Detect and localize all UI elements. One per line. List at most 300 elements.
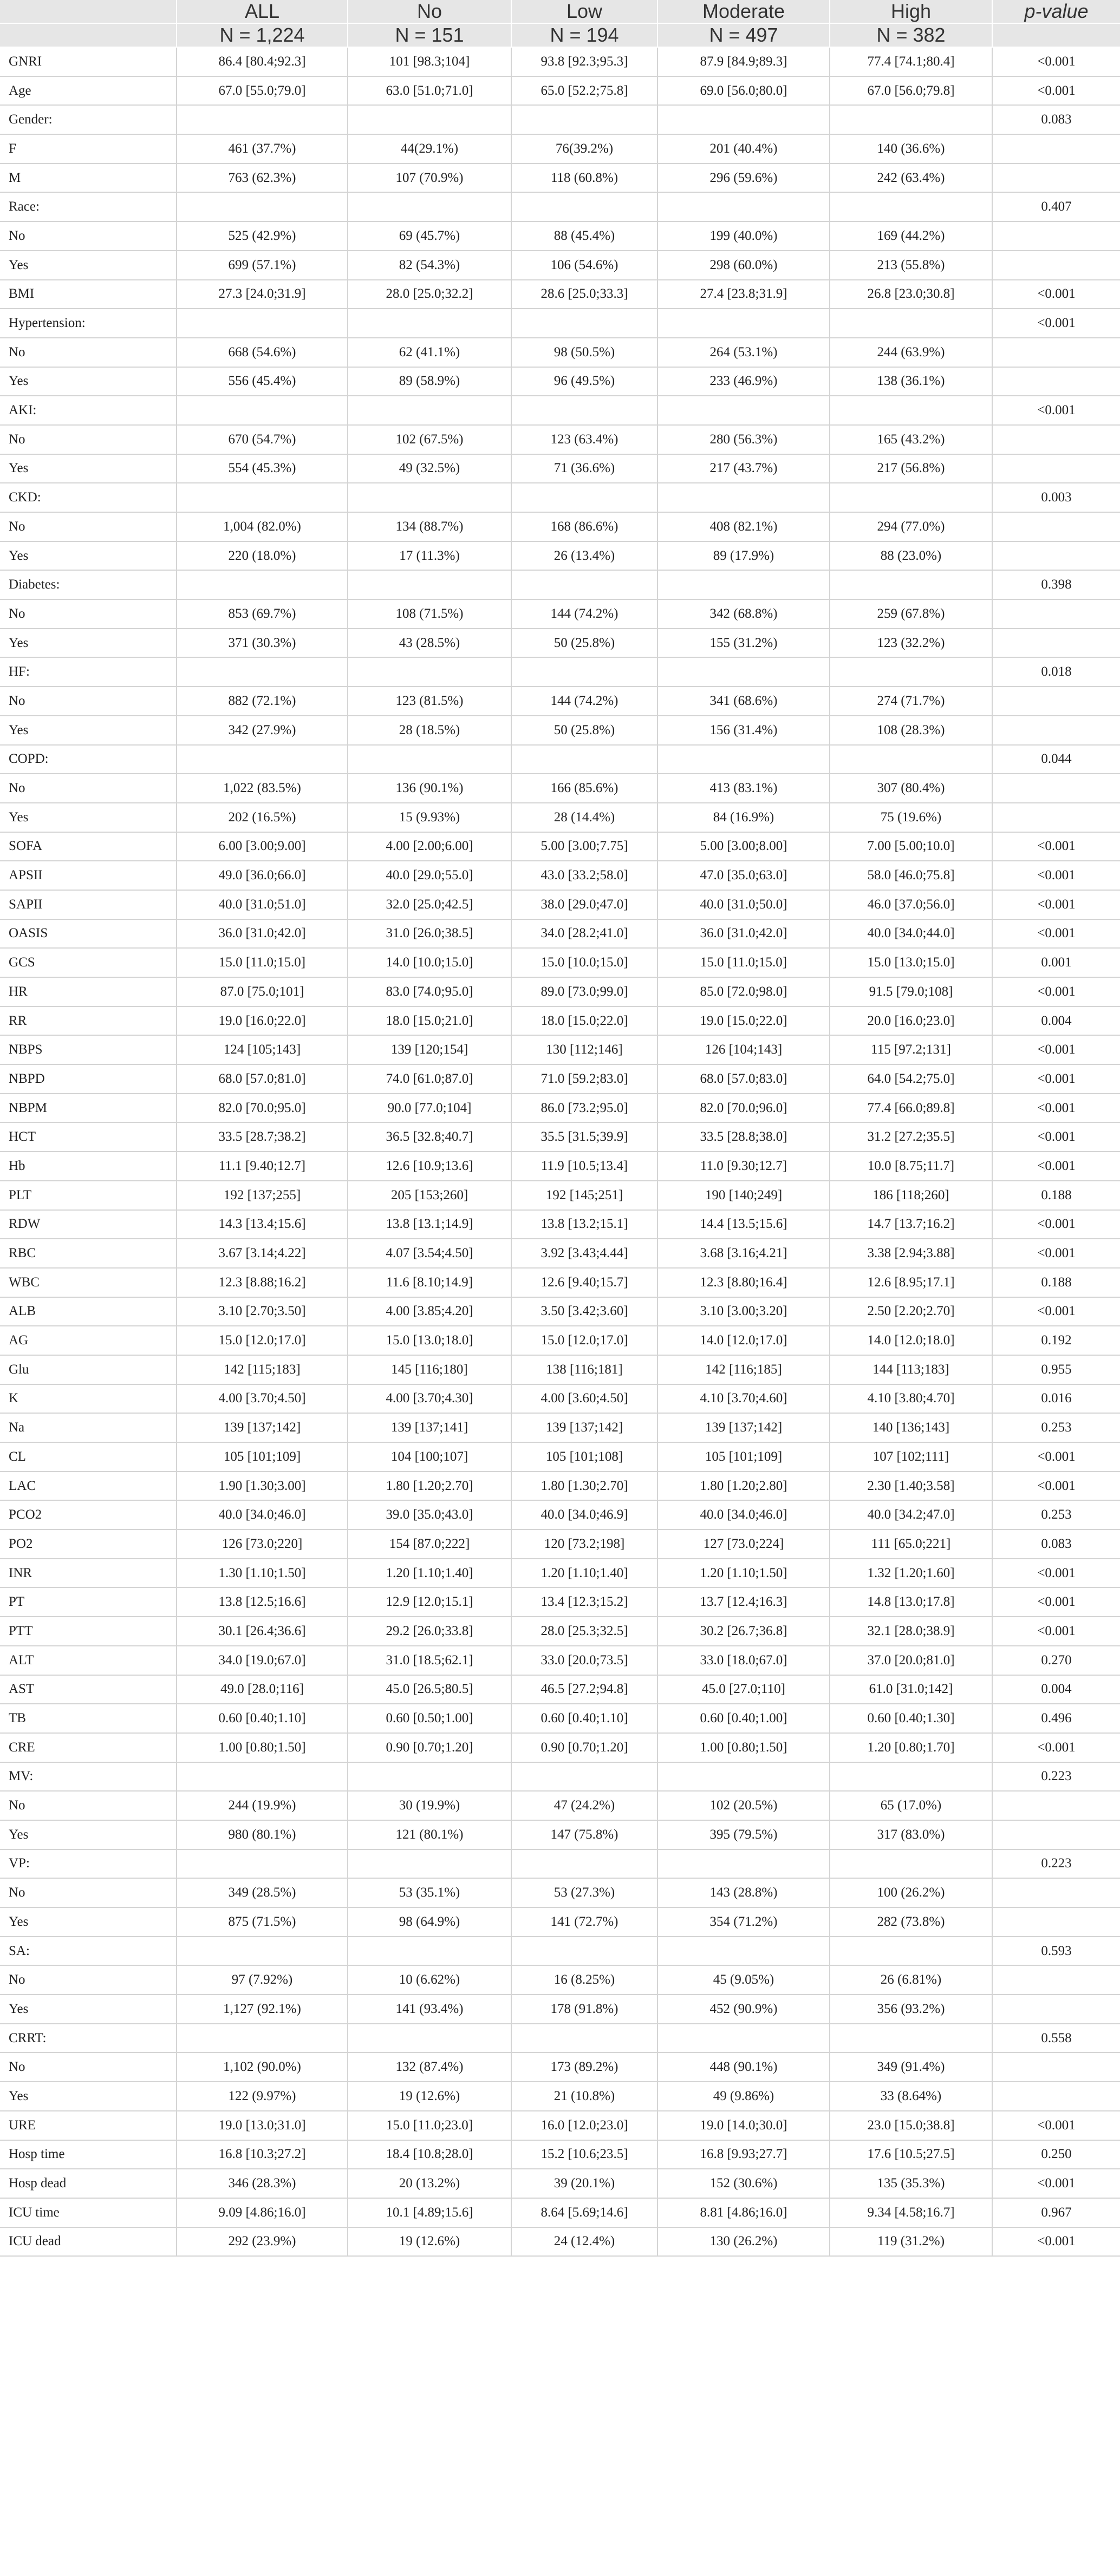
no-cell: 98 (64.9%): [348, 1907, 511, 1937]
p-value-cell: <0.001: [992, 1094, 1120, 1123]
all-cell: 1,022 (83.5%): [177, 774, 348, 803]
moderate-cell: 354 (71.2%): [657, 1907, 830, 1937]
variable-cell: RDW: [0, 1210, 177, 1239]
moderate-cell: [657, 570, 830, 599]
all-cell: 126 [73.0;220]: [177, 1529, 348, 1559]
moderate-cell: 342 (68.8%): [657, 599, 830, 629]
all-cell: [177, 1762, 348, 1792]
table-row: [0, 1094, 1120, 1123]
all-cell: 68.0 [57.0;81.0]: [177, 1064, 348, 1094]
no-cell: [348, 105, 511, 134]
low-cell: 34.0 [28.2;41.0]: [511, 919, 657, 949]
no-cell: 31.0 [26.0;38.5]: [348, 919, 511, 949]
p-value-label: p-value: [1024, 0, 1089, 22]
low-cell: [511, 1762, 657, 1792]
p-value-cell: <0.001: [992, 1035, 1120, 1064]
all-cell: 980 (80.1%): [177, 1820, 348, 1849]
table-row: [0, 1152, 1120, 1181]
low-cell: [511, 396, 657, 425]
variable-cell: M: [0, 164, 177, 193]
no-cell: 132 (87.4%): [348, 2052, 511, 2082]
no-cell: 154 [87.0;222]: [348, 1529, 511, 1559]
low-cell: 89.0 [73.0;99.0]: [511, 977, 657, 1006]
header-p-value: [992, 0, 1120, 23]
low-cell: [511, 2024, 657, 2053]
low-cell: 46.5 [27.2;94.8]: [511, 1675, 657, 1704]
no-cell: [348, 745, 511, 774]
moderate-cell: 296 (59.6%): [657, 164, 830, 193]
moderate-cell: 15.0 [11.0;15.0]: [657, 948, 830, 977]
variable-cell: No: [0, 599, 177, 629]
high-cell: 111 [65.0;221]: [830, 1529, 992, 1559]
all-cell: [177, 105, 348, 134]
moderate-cell: [657, 105, 830, 134]
high-cell: 274 (71.7%): [830, 687, 992, 716]
variable-cell: Yes: [0, 629, 177, 658]
all-cell: 4.00 [3.70;4.50]: [177, 1384, 348, 1414]
variable-cell: Hypertension:: [0, 309, 177, 338]
all-cell: 192 [137;255]: [177, 1181, 348, 1210]
table-row: [0, 367, 1120, 396]
variable-cell: NBPD: [0, 1064, 177, 1094]
variable-cell: HF:: [0, 657, 177, 687]
high-cell: 26 (6.81%): [830, 1965, 992, 1995]
table-row: [0, 774, 1120, 803]
all-cell: 244 (19.9%): [177, 1791, 348, 1820]
all-cell: 139 [137;142]: [177, 1413, 348, 1442]
low-cell: 123 (63.4%): [511, 425, 657, 454]
high-cell: 64.0 [54.2;75.0]: [830, 1064, 992, 1094]
all-cell: 292 (23.9%): [177, 2227, 348, 2257]
table-row: [0, 2111, 1120, 2140]
high-cell: 14.7 [13.7;16.2]: [830, 1210, 992, 1239]
high-cell: [830, 745, 992, 774]
table-row: [0, 251, 1120, 280]
p-value-cell: 0.407: [992, 192, 1120, 221]
all-cell: 9.09 [4.86;16.0]: [177, 2198, 348, 2227]
p-value-cell: [992, 541, 1120, 571]
no-cell: 12.6 [10.9;13.6]: [348, 1152, 511, 1181]
all-cell: 30.1 [26.4;36.6]: [177, 1617, 348, 1646]
no-cell: 4.00 [3.85;4.20]: [348, 1297, 511, 1326]
low-cell: 71 (36.6%): [511, 454, 657, 483]
high-cell: 135 (35.3%): [830, 2169, 992, 2198]
moderate-cell: 143 (28.8%): [657, 1878, 830, 1907]
moderate-cell: 19.0 [14.0;30.0]: [657, 2111, 830, 2140]
low-cell: 76(39.2%): [511, 134, 657, 164]
table-row: [0, 1355, 1120, 1384]
high-cell: 244 (63.9%): [830, 338, 992, 367]
low-cell: 168 (86.6%): [511, 512, 657, 541]
variable-cell: No: [0, 687, 177, 716]
table-row: [0, 1587, 1120, 1617]
moderate-cell: 413 (83.1%): [657, 774, 830, 803]
high-cell: 119 (31.2%): [830, 2227, 992, 2257]
high-cell: 75 (19.6%): [830, 803, 992, 832]
p-value-cell: [992, 338, 1120, 367]
variable-cell: No: [0, 1878, 177, 1907]
table-row: [0, 47, 1120, 76]
high-cell: 140 (36.6%): [830, 134, 992, 164]
no-cell: 36.5 [32.8;40.7]: [348, 1122, 511, 1152]
low-cell: 28.6 [25.0;33.3]: [511, 280, 657, 309]
low-cell: 13.4 [12.3;15.2]: [511, 1587, 657, 1617]
moderate-cell: 3.10 [3.00;3.20]: [657, 1297, 830, 1326]
table-row: [0, 1907, 1120, 1937]
moderate-cell: 12.3 [8.80;16.4]: [657, 1268, 830, 1297]
variable-cell: HCT: [0, 1122, 177, 1152]
p-value-cell: [992, 1965, 1120, 1995]
no-cell: [348, 1762, 511, 1792]
variable-cell: Yes: [0, 2082, 177, 2111]
low-cell: [511, 1937, 657, 1966]
low-cell: [511, 105, 657, 134]
no-cell: 18.0 [15.0;21.0]: [348, 1006, 511, 1036]
high-cell: 14.0 [12.0;18.0]: [830, 1326, 992, 1355]
no-cell: 82 (54.3%): [348, 251, 511, 280]
high-cell: [830, 192, 992, 221]
no-cell: [348, 2024, 511, 2053]
no-cell: 0.90 [0.70;1.20]: [348, 1733, 511, 1762]
no-cell: 107 (70.9%): [348, 164, 511, 193]
variable-cell: PTT: [0, 1617, 177, 1646]
moderate-cell: [657, 745, 830, 774]
low-cell: 24 (12.4%): [511, 2227, 657, 2257]
p-value-cell: [992, 687, 1120, 716]
table-row: [0, 1064, 1120, 1094]
all-cell: 33.5 [28.7;38.2]: [177, 1122, 348, 1152]
high-cell: 115 [97.2;131]: [830, 1035, 992, 1064]
high-cell: 1.32 [1.20;1.60]: [830, 1559, 992, 1588]
moderate-cell: 13.7 [12.4;16.3]: [657, 1587, 830, 1617]
header-moderate: Moderate: [657, 0, 830, 23]
all-cell: 1.90 [1.30;3.00]: [177, 1472, 348, 1501]
variable-cell: Yes: [0, 541, 177, 571]
header-low: Low: [511, 0, 657, 23]
all-cell: 11.1 [9.40;12.7]: [177, 1152, 348, 1181]
high-cell: 61.0 [31.0;142]: [830, 1675, 992, 1704]
all-cell: [177, 309, 348, 338]
variable-cell: Yes: [0, 454, 177, 483]
high-cell: 100 (26.2%): [830, 1878, 992, 1907]
p-value-cell: <0.001: [992, 1617, 1120, 1646]
no-cell: 1.80 [1.20;2.70]: [348, 1472, 511, 1501]
variable-cell: PT: [0, 1587, 177, 1617]
variable-cell: Race:: [0, 192, 177, 221]
variable-cell: No: [0, 774, 177, 803]
low-cell: 4.00 [3.60;4.50]: [511, 1384, 657, 1414]
high-cell: 0.60 [0.40;1.30]: [830, 1704, 992, 1733]
low-cell: 173 (89.2%): [511, 2052, 657, 2082]
count-p-value: [992, 23, 1120, 47]
no-cell: 18.4 [10.8;28.0]: [348, 2140, 511, 2169]
p-value-cell: <0.001: [992, 861, 1120, 890]
variable-cell: AG: [0, 1326, 177, 1355]
high-cell: 46.0 [37.0;56.0]: [830, 890, 992, 919]
moderate-cell: 30.2 [26.7;36.8]: [657, 1617, 830, 1646]
low-cell: 15.2 [10.6;23.5]: [511, 2140, 657, 2169]
table-row: [0, 2227, 1120, 2257]
table-row: [0, 1210, 1120, 1239]
all-cell: 82.0 [70.0;95.0]: [177, 1094, 348, 1123]
all-cell: 105 [101;109]: [177, 1442, 348, 1472]
p-value-cell: 0.001: [992, 948, 1120, 977]
low-cell: [511, 745, 657, 774]
p-value-cell: [992, 774, 1120, 803]
table-row: [0, 1878, 1120, 1907]
p-value-cell: [992, 221, 1120, 251]
table-row: [0, 687, 1120, 716]
no-cell: 139 [120;154]: [348, 1035, 511, 1064]
p-value-cell: <0.001: [992, 309, 1120, 338]
count-no: N = 151: [348, 23, 511, 47]
count-moderate: N = 497: [657, 23, 830, 47]
all-cell: 1,004 (82.0%): [177, 512, 348, 541]
p-value-cell: <0.001: [992, 280, 1120, 309]
no-cell: 62 (41.1%): [348, 338, 511, 367]
moderate-cell: [657, 657, 830, 687]
table-row: [0, 425, 1120, 454]
variable-cell: No: [0, 221, 177, 251]
p-value-cell: <0.001: [992, 1297, 1120, 1326]
moderate-cell: 1.80 [1.20;2.80]: [657, 1472, 830, 1501]
high-cell: 349 (91.4%): [830, 2052, 992, 2082]
moderate-cell: 1.20 [1.10;1.50]: [657, 1559, 830, 1588]
high-cell: [830, 1937, 992, 1966]
moderate-cell: 69.0 [56.0;80.0]: [657, 76, 830, 106]
all-cell: [177, 1937, 348, 1966]
table-row: [0, 948, 1120, 977]
high-cell: 40.0 [34.0;44.0]: [830, 919, 992, 949]
all-cell: 142 [115;183]: [177, 1355, 348, 1384]
moderate-cell: 395 (79.5%): [657, 1820, 830, 1849]
low-cell: 120 [73.2;198]: [511, 1529, 657, 1559]
all-cell: 220 (18.0%): [177, 541, 348, 571]
all-cell: 67.0 [55.0;79.0]: [177, 76, 348, 106]
table-row: [0, 1239, 1120, 1268]
variable-cell: RBC: [0, 1239, 177, 1268]
no-cell: 145 [116;180]: [348, 1355, 511, 1384]
low-cell: 118 (60.8%): [511, 164, 657, 193]
variable-cell: No: [0, 1791, 177, 1820]
table-row: [0, 1413, 1120, 1442]
moderate-cell: 36.0 [31.0;42.0]: [657, 919, 830, 949]
all-cell: [177, 396, 348, 425]
table-row: [0, 745, 1120, 774]
variable-cell: No: [0, 338, 177, 367]
p-value-cell: <0.001: [992, 1587, 1120, 1617]
variable-cell: No: [0, 2052, 177, 2082]
all-cell: 86.4 [80.4;92.3]: [177, 47, 348, 76]
no-cell: 123 (81.5%): [348, 687, 511, 716]
low-cell: 53 (27.3%): [511, 1878, 657, 1907]
high-cell: [830, 309, 992, 338]
all-cell: 342 (27.9%): [177, 716, 348, 745]
p-value-cell: 0.004: [992, 1675, 1120, 1704]
high-cell: 307 (80.4%): [830, 774, 992, 803]
table-row: [0, 1442, 1120, 1472]
variable-cell: GNRI: [0, 47, 177, 76]
variable-cell: PLT: [0, 1181, 177, 1210]
all-cell: 525 (42.9%): [177, 221, 348, 251]
variable-cell: Yes: [0, 251, 177, 280]
no-cell: 90.0 [77.0;104]: [348, 1094, 511, 1123]
all-cell: 19.0 [13.0;31.0]: [177, 2111, 348, 2140]
moderate-cell: [657, 309, 830, 338]
all-cell: [177, 570, 348, 599]
p-value-cell: [992, 454, 1120, 483]
no-cell: 19 (12.6%): [348, 2082, 511, 2111]
variable-cell: NBPM: [0, 1094, 177, 1123]
p-value-cell: [992, 425, 1120, 454]
p-value-cell: <0.001: [992, 76, 1120, 106]
all-cell: 1.30 [1.10;1.50]: [177, 1559, 348, 1588]
moderate-cell: 156 (31.4%): [657, 716, 830, 745]
table-row: [0, 1733, 1120, 1762]
low-cell: 40.0 [34.0;46.9]: [511, 1500, 657, 1529]
low-cell: 35.5 [31.5;39.9]: [511, 1122, 657, 1152]
no-cell: 28.0 [25.0;32.2]: [348, 280, 511, 309]
low-cell: 16 (8.25%): [511, 1965, 657, 1995]
no-cell: 19 (12.6%): [348, 2227, 511, 2257]
high-cell: 20.0 [16.0;23.0]: [830, 1006, 992, 1036]
high-cell: 123 (32.2%): [830, 629, 992, 658]
p-value-cell: <0.001: [992, 396, 1120, 425]
table-row: [0, 1820, 1120, 1849]
table-row: [0, 338, 1120, 367]
moderate-cell: 47.0 [35.0;63.0]: [657, 861, 830, 890]
low-cell: 65.0 [52.2;75.8]: [511, 76, 657, 106]
moderate-cell: 1.00 [0.80;1.50]: [657, 1733, 830, 1762]
variable-cell: No: [0, 512, 177, 541]
all-cell: 19.0 [16.0;22.0]: [177, 1006, 348, 1036]
no-cell: [348, 396, 511, 425]
low-cell: 50 (25.8%): [511, 716, 657, 745]
low-cell: 18.0 [15.0;22.0]: [511, 1006, 657, 1036]
table-row: [0, 570, 1120, 599]
high-cell: 88 (23.0%): [830, 541, 992, 571]
low-cell: 138 [116;181]: [511, 1355, 657, 1384]
high-cell: 259 (67.8%): [830, 599, 992, 629]
table-row: [0, 221, 1120, 251]
low-cell: 105 [101;108]: [511, 1442, 657, 1472]
moderate-cell: 40.0 [34.0;46.0]: [657, 1500, 830, 1529]
high-cell: 186 [118;260]: [830, 1181, 992, 1210]
high-cell: 33 (8.64%): [830, 2082, 992, 2111]
table-row: [0, 657, 1120, 687]
p-value-cell: 0.270: [992, 1646, 1120, 1675]
high-cell: 2.50 [2.20;2.70]: [830, 1297, 992, 1326]
table-row: [0, 2169, 1120, 2198]
p-value-cell: [992, 629, 1120, 658]
low-cell: [511, 192, 657, 221]
low-cell: 139 [137;142]: [511, 1413, 657, 1442]
variable-cell: F: [0, 134, 177, 164]
moderate-cell: 5.00 [3.00;8.00]: [657, 832, 830, 861]
variable-cell: BMI: [0, 280, 177, 309]
moderate-cell: 45 (9.05%): [657, 1965, 830, 1995]
moderate-cell: 89 (17.9%): [657, 541, 830, 571]
table-row: [0, 1559, 1120, 1588]
p-value-cell: [992, 1907, 1120, 1937]
variable-cell: ALT: [0, 1646, 177, 1675]
variable-cell: SOFA: [0, 832, 177, 861]
table-row: [0, 1937, 1120, 1966]
table-row: [0, 1762, 1120, 1792]
p-value-cell: 0.003: [992, 483, 1120, 512]
no-cell: 141 (93.4%): [348, 1995, 511, 2024]
count-low: N = 194: [511, 23, 657, 47]
moderate-cell: 3.68 [3.16;4.21]: [657, 1239, 830, 1268]
low-cell: 39 (20.1%): [511, 2169, 657, 2198]
table-row: [0, 1268, 1120, 1297]
table-row: [0, 716, 1120, 745]
all-cell: 97 (7.92%): [177, 1965, 348, 1995]
variable-cell: ICU dead: [0, 2227, 177, 2257]
high-cell: [830, 570, 992, 599]
moderate-cell: 82.0 [70.0;96.0]: [657, 1094, 830, 1123]
all-cell: 1.00 [0.80;1.50]: [177, 1733, 348, 1762]
variable-cell: GCS: [0, 948, 177, 977]
high-cell: 12.6 [8.95;17.1]: [830, 1268, 992, 1297]
no-cell: 53 (35.1%): [348, 1878, 511, 1907]
moderate-cell: [657, 1762, 830, 1792]
table-row: [0, 977, 1120, 1006]
moderate-cell: 127 [73.0;224]: [657, 1529, 830, 1559]
low-cell: 192 [145;251]: [511, 1181, 657, 1210]
count-all: N = 1,224: [177, 23, 348, 47]
p-value-cell: 0.188: [992, 1181, 1120, 1210]
all-cell: 882 (72.1%): [177, 687, 348, 716]
no-cell: 83.0 [74.0;95.0]: [348, 977, 511, 1006]
variable-cell: TB: [0, 1704, 177, 1733]
all-cell: 15.0 [11.0;15.0]: [177, 948, 348, 977]
all-cell: 40.0 [34.0;46.0]: [177, 1500, 348, 1529]
all-cell: [177, 2024, 348, 2053]
header-no: No: [348, 0, 511, 23]
moderate-cell: 280 (56.3%): [657, 425, 830, 454]
all-cell: 27.3 [24.0;31.9]: [177, 280, 348, 309]
all-cell: 36.0 [31.0;42.0]: [177, 919, 348, 949]
p-value-cell: <0.001: [992, 2111, 1120, 2140]
high-cell: 317 (83.0%): [830, 1820, 992, 1849]
high-cell: 2.30 [1.40;3.58]: [830, 1472, 992, 1501]
variable-cell: RR: [0, 1006, 177, 1036]
moderate-cell: 142 [116;185]: [657, 1355, 830, 1384]
variable-cell: Yes: [0, 367, 177, 396]
p-value-cell: [992, 599, 1120, 629]
high-cell: 23.0 [15.0;38.8]: [830, 2111, 992, 2140]
table-row: [0, 2198, 1120, 2227]
p-value-cell: <0.001: [992, 47, 1120, 76]
p-value-cell: <0.001: [992, 1122, 1120, 1152]
variable-cell: Yes: [0, 716, 177, 745]
moderate-cell: 190 [140;249]: [657, 1181, 830, 1210]
table-row: [0, 1181, 1120, 1210]
variable-cell: PCO2: [0, 1500, 177, 1529]
no-cell: 12.9 [12.0;15.1]: [348, 1587, 511, 1617]
no-cell: 101 [98.3;104]: [348, 47, 511, 76]
moderate-cell: [657, 1849, 830, 1879]
table-row: [0, 1529, 1120, 1559]
no-cell: 30 (19.9%): [348, 1791, 511, 1820]
low-cell: 144 (74.2%): [511, 687, 657, 716]
moderate-cell: 33.5 [28.8;38.0]: [657, 1122, 830, 1152]
moderate-cell: [657, 192, 830, 221]
variable-cell: Hosp dead: [0, 2169, 177, 2198]
moderate-cell: 152 (30.6%): [657, 2169, 830, 2198]
moderate-cell: 16.8 [9.93;27.7]: [657, 2140, 830, 2169]
